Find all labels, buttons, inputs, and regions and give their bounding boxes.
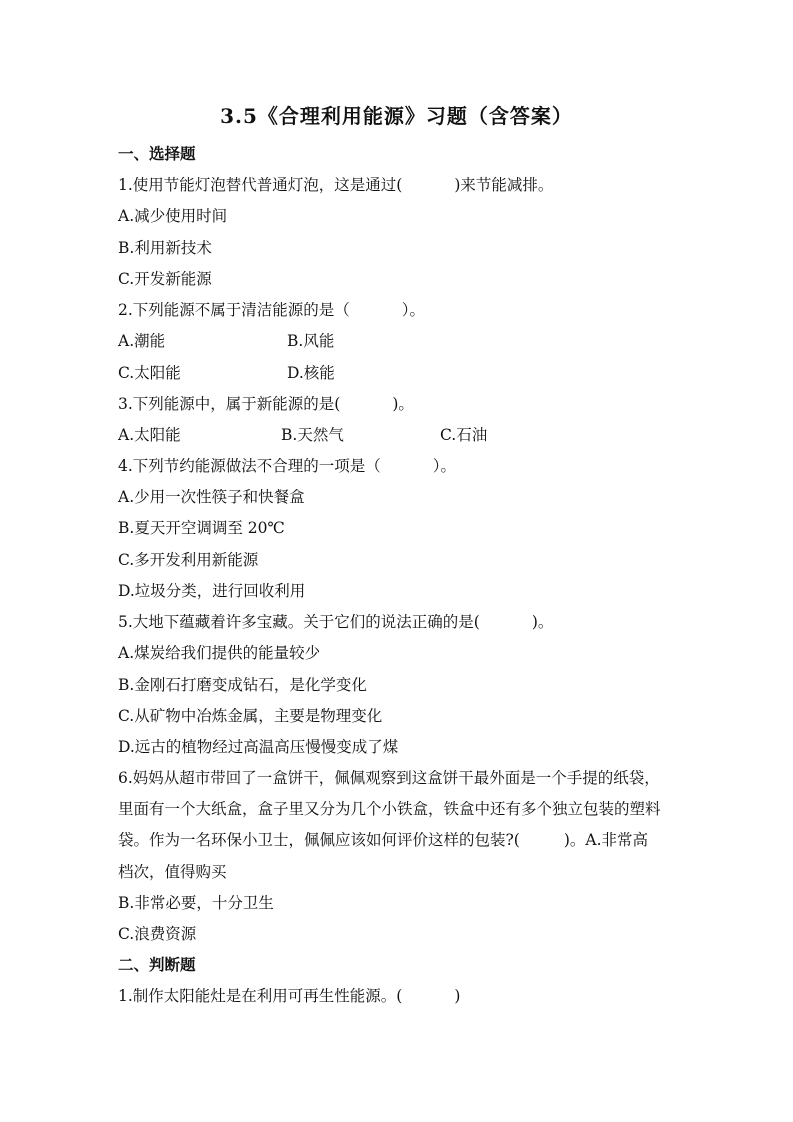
question-6-text-before: 袋。作为一名环保小卫士，佩佩应该如何评价这样的包装?( xyxy=(118,831,520,849)
section-heading-choice: 一、选择题 xyxy=(118,144,196,163)
judgement-1-text-before: 1.制作太阳能灶是在利用可再生性能源。( xyxy=(118,987,403,1005)
question-1-option-c: C.开发新能源 xyxy=(118,270,212,288)
question-2-text-before: 2.下列能源不属于清洁能源的是（ xyxy=(118,301,350,319)
question-5-stem xyxy=(118,611,553,633)
question-1-text-after: )来节能减排。 xyxy=(454,176,554,194)
question-2-option-d: D.核能 xyxy=(287,364,335,382)
question-4-text-after: ）。 xyxy=(432,457,457,475)
question-1-text-before: 1.使用节能灯泡替代普通灯泡，这是通过( xyxy=(118,176,403,194)
question-4-option-a: A.少用一次性筷子和快餐盒 xyxy=(118,488,305,506)
document-title: 3.5《合理利用能源》习题（含答案） xyxy=(220,104,573,128)
question-6-line-4: 档次，值得购买 xyxy=(118,863,227,881)
question-2-option-a: A.潮能 xyxy=(118,332,166,350)
judgement-1-stem xyxy=(118,985,460,1007)
question-6-line-1: 6.妈妈从超市带回了一盒饼干，佩佩观察到这盒饼干最外面是一个手提的纸袋， xyxy=(118,769,660,787)
question-1-option-b: B.利用新技术 xyxy=(118,239,212,257)
question-4-text-before: 4.下列节约能源做法不合理的一项是（ xyxy=(118,457,381,475)
question-5-option-b: B.金刚石打磨变成钻石，是化学变化 xyxy=(118,676,367,694)
question-5-option-a: A.煤炭给我们提供的能量较少 xyxy=(118,644,321,662)
question-3-stem xyxy=(118,393,414,415)
question-3-text-after: )。 xyxy=(392,395,414,413)
question-4-stem xyxy=(118,455,456,477)
question-1-stem xyxy=(118,174,553,196)
question-6-line-3 xyxy=(118,829,648,851)
question-3-option-c: C.石油 xyxy=(440,426,488,444)
question-5-text-before: 5.大地下蕴藏着许多宝藏。关于它们的说法正确的是( xyxy=(118,613,480,631)
question-4-option-c: C.多开发利用新能源 xyxy=(118,551,259,569)
question-4-option-b: B.夏天开空调调至 20℃ xyxy=(118,519,285,537)
question-2-option-b: B.风能 xyxy=(287,332,335,350)
question-5-option-d: D.远古的植物经过高温高压慢慢变成了煤 xyxy=(118,738,399,756)
question-3-text-before: 3.下列能源中，属于新能源的是( xyxy=(118,395,341,413)
question-6-line-2: 里面有一个大纸盒，盒子里又分为几个小铁盒，铁盒中还有多个独立包装的塑料 xyxy=(118,800,661,818)
question-2-text-after: ）。 xyxy=(401,301,426,319)
question-5-text-after: )。 xyxy=(531,613,554,631)
judgement-1-text-after: ) xyxy=(454,987,461,1005)
question-5-option-c: C.从矿物中冶炼金属，主要是物理变化 xyxy=(118,707,383,725)
section-heading-judgement: 二、判断题 xyxy=(118,955,196,974)
question-2-option-c: C.太阳能 xyxy=(118,364,181,382)
question-3-option-b: B.天然气 xyxy=(281,426,344,444)
question-6-text-after: )。A.非常高 xyxy=(563,831,649,849)
question-4-option-d: D.垃圾分类，进行回收利用 xyxy=(118,582,306,600)
question-2-stem xyxy=(118,299,425,321)
question-1-option-a: A.减少使用时间 xyxy=(118,207,228,225)
question-6-option-c: C.浪费资源 xyxy=(118,925,197,943)
question-6-option-b: B.非常必要，十分卫生 xyxy=(118,894,274,912)
question-3-option-a: A.太阳能 xyxy=(118,426,181,444)
